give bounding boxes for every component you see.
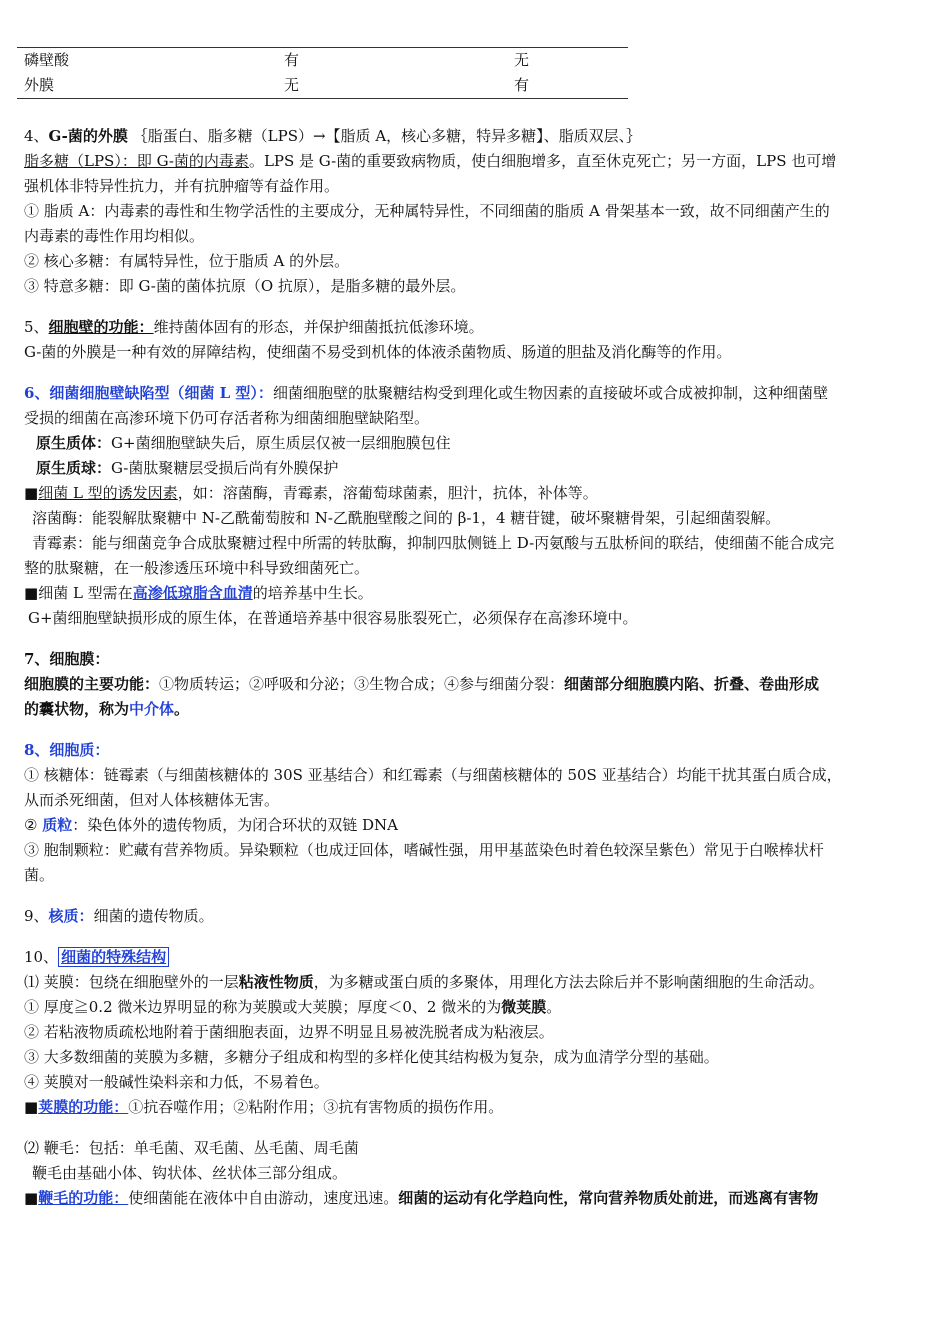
table-cell: 无 xyxy=(284,76,300,94)
paragraph-line: G+菌细胞壁缺损形成的原生体，在普通培养基中很容易胀裂死亡，必须保存在高渗环境中。 xyxy=(28,609,638,627)
section-8-heading: 8、细胞质： xyxy=(24,741,110,759)
square-bullet-icon: ■ xyxy=(24,1098,39,1116)
term: 原生质球： xyxy=(36,459,112,477)
paragraph-line: ① 核糖体：链霉素（与细菌核糖体的 30S 亚基结合）和红霉素（与细菌核糖体的 50S 亚基结合）均能干扰其蛋白质合成， xyxy=(24,766,842,784)
paragraph-line xyxy=(24,431,930,456)
text: ①物质转运；②呼吸和分泌；③生物合成；④参与细菌分裂： xyxy=(159,675,565,693)
paragraph-line: 强机体非特异性抗力，并有抗肿瘤等有益作用。 xyxy=(24,177,340,195)
text: ①抗吞噬作用；②粘附作用；③抗有害物质的损伤作用。 xyxy=(128,1098,504,1116)
square-bullet-icon: ■ xyxy=(24,484,39,502)
paragraph-line: 内毒素的毒性作用均相似。 xyxy=(24,227,205,245)
paragraph-line xyxy=(24,970,930,995)
bold-text: 粘液性物质 xyxy=(238,973,314,991)
section-number: 4、 xyxy=(24,127,49,145)
highlight-term: 荚膜的功能： xyxy=(38,1098,129,1116)
square-bullet-icon: ■ xyxy=(24,584,39,602)
section-title: G-菌的外膜 xyxy=(48,127,128,145)
text: ② xyxy=(24,816,43,834)
text: 使细菌能在液体中自由游动，速度迅速。 xyxy=(128,1189,399,1207)
text: ① 厚度≧0.2 微米边界明显的称为荚膜或大荚膜；厚度＜0、2 微米的为 xyxy=(24,998,502,1016)
paragraph-line: ④ 荚膜对一般碱性染料亲和力低，不易着色。 xyxy=(24,1073,329,1091)
table-row xyxy=(17,73,628,98)
paragraph-line: ⑵ 鞭毛：包括：单毛菌、双毛菌、丛毛菌、周毛菌 xyxy=(24,1139,359,1157)
paragraph-line: 整的肽聚糖，在一般渗透压环境中科导致细菌死亡。 xyxy=(24,559,370,577)
bold-text: 细菌部分细胞膜内陷、折叠、卷曲形成 xyxy=(564,675,820,693)
text: 。 xyxy=(546,998,562,1016)
paragraph-line: 受损的细菌在高渗环境下仍可存活者称为细菌细胞壁缺陷型。 xyxy=(24,409,430,427)
bold-text: 的囊状物，称为 xyxy=(24,700,130,718)
text: G+菌细胞壁缺失后，原生质层仅被一层细胞膜包住 xyxy=(111,434,451,452)
paragraph-line: ③ 特意多糖：即 G-菌的菌体抗原（O 抗原），是脂多糖的最外层。 xyxy=(24,277,466,295)
section-text: 细菌细胞壁的肽聚糖结构受到理化或生物因素的直接破坏或合成被抑制，这种细菌壁 xyxy=(272,384,828,402)
underlined-term: 细菌 L 型的诱发因素 xyxy=(38,484,178,502)
section-number: 5、 xyxy=(24,318,49,336)
highlight-term: 质粒 xyxy=(42,816,73,834)
paragraph-line xyxy=(24,813,930,838)
term: 细胞膜的主要功能： xyxy=(24,675,160,693)
text: 细菌 L 型需在 xyxy=(38,584,133,602)
paragraph-line xyxy=(24,697,930,722)
text: ：染色体外的遗传物质，为闭合环状的双链 DNA xyxy=(72,816,398,834)
text: ，为多糖或蛋白质的多聚体，用理化方法去除后并不影响菌细胞的生命活动。 xyxy=(313,973,824,991)
paragraph-line xyxy=(24,149,930,174)
bold-text: 。 xyxy=(174,700,190,718)
section-title: 核质： xyxy=(48,907,94,925)
section-5-heading xyxy=(24,315,930,340)
section-title: 6、细菌细胞壁缺陷型（细菌 L 型）： xyxy=(24,384,273,402)
section-number: 10、 xyxy=(24,948,59,966)
section-text: ｛脂蛋白、脂多糖（LPS）→【脂质 A，核心多糖，特异多糖】、脂质双层、｝ xyxy=(132,127,642,145)
paragraph-line: ③ 大多数细菌的荚膜为多糖，多糖分子组成和构型的多样化使其结构极为复杂，成为血清学分型的基础。 xyxy=(24,1048,719,1066)
bold-text: 微荚膜 xyxy=(501,998,547,1016)
section-number: 9、 xyxy=(24,907,49,925)
paragraph-line: G-菌的外膜是一种有效的屏障结构，使细菌不易受到机体的体液杀菌物质、肠道的胆盐及消化酶等的作用。 xyxy=(24,343,732,361)
table-cell: 有 xyxy=(284,51,300,69)
section-7-heading: 7、细胞膜： xyxy=(24,650,110,668)
highlight-term: 中介体 xyxy=(129,700,175,718)
table-cell: 磷壁酸 xyxy=(24,51,70,69)
section-title: 细胞壁的功能： xyxy=(48,318,154,336)
text: G-菌肽聚糖层受损后尚有外膜保护 xyxy=(111,459,339,477)
underlined-term: 脂多糖（LPS）：即 G-菌的内毒素 xyxy=(24,152,249,170)
paragraph-line xyxy=(24,1186,930,1211)
paragraph-line xyxy=(24,1095,930,1120)
section-10-heading xyxy=(24,945,930,970)
text: 。LPS 是 G-菌的重要致病物质，使白细胞增多，直至休克死亡；另一方面，LPS 也可增 xyxy=(248,152,837,170)
paragraph-line: ① 脂质 A：内毒素的毒性和生物学活性的主要成分，无种属特异性，不同细菌的脂质 A 骨架基本一致，故不同细菌产生的 xyxy=(24,202,830,220)
term: 原生质体： xyxy=(36,434,112,452)
section-text: 维持菌体固有的形态，并保护细菌抵抗低渗环境。 xyxy=(153,318,484,336)
section-text: 细菌的遗传物质。 xyxy=(93,907,214,925)
document-body xyxy=(24,124,930,1211)
square-bullet-icon: ■ xyxy=(24,1189,39,1207)
section-title: 细菌的特殊结构 xyxy=(58,947,169,967)
comparison-table xyxy=(17,47,628,99)
table-row xyxy=(17,48,628,73)
table-cell: 无 xyxy=(514,51,530,69)
paragraph-line xyxy=(24,481,930,506)
bold-text: 细菌的运动有化学趋向性，常向营养物质处前进，而逃离有害物 xyxy=(398,1189,819,1207)
paragraph-line xyxy=(24,672,930,697)
paragraph-line: 青霉素：能与细菌竞争合成肽聚糖过程中所需的转肽酶，抑制四肽侧链上 D-丙氨酸与五肽桥间的联结，使细菌不能合成完 xyxy=(32,534,835,552)
section-4-heading xyxy=(24,124,930,149)
section-9-heading xyxy=(24,904,930,929)
paragraph-line xyxy=(24,581,930,606)
section-6-heading xyxy=(24,381,930,406)
paragraph-line: ② 核心多糖：有属特异性，位于脂质 A 的外层。 xyxy=(24,252,350,270)
text: ⑴ 荚膜：包绕在细胞壁外的一层 xyxy=(24,973,239,991)
highlight-term: 鞭毛的功能： xyxy=(38,1189,129,1207)
text: ，如：溶菌酶，青霉素，溶葡萄球菌素，胆汁，抗体，补体等。 xyxy=(177,484,598,502)
table-cell: 外膜 xyxy=(24,76,55,94)
paragraph-line: ② 若粘液物质疏松地附着于菌细胞表面，边界不明显且易被洗脱者成为粘液层。 xyxy=(24,1023,554,1041)
table-cell: 有 xyxy=(514,76,530,94)
highlight-term: 高渗低琼脂含血清 xyxy=(132,584,253,602)
text: 的培养基中生长。 xyxy=(252,584,373,602)
paragraph-line: 鞭毛由基础小体、钩状体、丝状体三部分组成。 xyxy=(32,1164,348,1182)
paragraph-line xyxy=(24,456,930,481)
paragraph-line: ③ 胞制颗粒：贮藏有营养物质。异染颗粒（也成迂回体，嗜碱性强，用甲基蓝染色时着色较深呈紫色）常见于白喉棒状杆 xyxy=(24,841,824,859)
paragraph-line: 从而杀死细菌，但对人体核糖体无害。 xyxy=(24,791,280,809)
paragraph-line xyxy=(24,995,930,1020)
paragraph-line: 菌。 xyxy=(24,866,55,884)
paragraph-line: 溶菌酶：能裂解肽聚糖中 N-乙酰葡萄胺和 N-乙酰胞壁酸之间的 β-1，4 糖苷键，破坏聚糖骨架，引起细菌裂解。 xyxy=(32,509,781,527)
